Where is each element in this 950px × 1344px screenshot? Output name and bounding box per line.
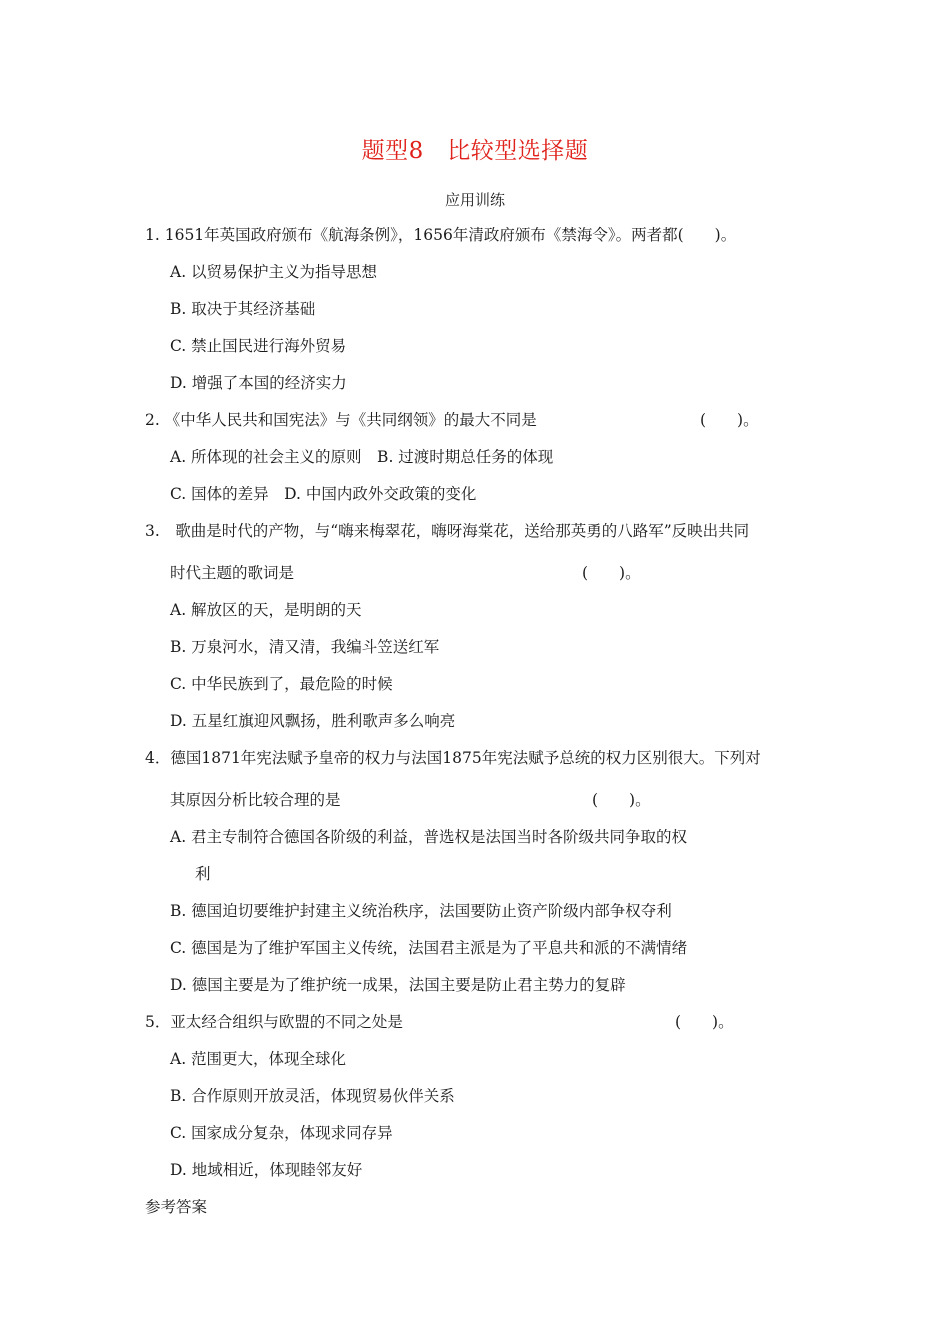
question-1-option-d: D. 增强了本国的经济实力: [170, 374, 347, 392]
question-2-option-ab: A. 所体现的社会主义的原则 B. 过渡时期总任务的体现: [170, 448, 554, 466]
question-5-option-a: A. 范围更大，体现全球化: [170, 1050, 347, 1068]
question-5-answer-blank: ( )。: [675, 1013, 734, 1031]
question-1-option-a: A. 以贸易保护主义为指导思想: [170, 263, 378, 281]
question-3-stem-continued: 时代主题的歌词是: [170, 564, 295, 582]
question-1-option-c: C. 禁止国民进行海外贸易: [170, 337, 347, 355]
question-5-option-b: B. 合作原则开放灵活，体现贸易伙伴关系: [170, 1087, 455, 1105]
question-4-option-c: C. 德国是为了维护军国主义传统，法国君主派是为了平息共和派的不满情绪: [170, 939, 688, 957]
question-1-stem: 1. 1651年英国政府颁布《航海条例》，1656年清政府颁布《禁海令》。两者都( )。: [145, 226, 737, 244]
question-3-answer-blank: ( )。: [582, 564, 641, 582]
question-3-stem: 3. 歌曲是时代的产物，与“嗨来梅翠花，嗨呀海棠花，送给那英勇的八路军”反映出共同: [145, 522, 750, 540]
question-4-answer-blank: ( )。: [592, 791, 651, 809]
question-5-stem: 5．亚太经合组织与欧盟的不同之处是: [145, 1013, 403, 1031]
question-3-option-c: C. 中华民族到了，最危险的时候: [170, 675, 393, 693]
question-5-option-d: D. 地域相近，体现睦邻友好: [170, 1161, 363, 1179]
question-4-stem: 4．德国1871年宪法赋予皇帝的权力与法国1875年宪法赋予总统的权力区别很大。下列对: [145, 749, 761, 767]
question-4-option-d: D. 德国主要是为了维护统一成果，法国主要是防止君主势力的复辟: [170, 976, 626, 994]
question-2-option-cd: C. 国体的差异 D. 中国内政外交政策的变化: [170, 485, 477, 503]
question-3-option-a: A. 解放区的天，是明朗的天: [170, 601, 362, 619]
question-2-stem: 2. 《中华人民共和国宪法》与《共同纲领》的最大不同是: [145, 411, 537, 429]
question-4-option-a: A. 君主专制符合德国各阶级的利益，普选权是法国当时各阶级共同争取的权: [170, 828, 688, 846]
question-4-stem-continued: 其原因分析比较合理的是: [170, 791, 341, 809]
page-title: 题型8 比较型选择题: [361, 138, 589, 164]
question-3-option-b: B. 万泉河水，清又清，我编斗笠送红军: [170, 638, 440, 656]
question-1-option-b: B. 取决于其经济基础: [170, 300, 316, 318]
answer-heading: 参考答案: [145, 1198, 208, 1216]
question-3-option-d: D. 五星红旗迎风飘扬，胜利歌声多么响亮: [170, 712, 456, 730]
question-4-option-a-continued: 利: [195, 865, 211, 883]
question-5-option-c: C. 国家成分复杂，体现求同存异: [170, 1124, 393, 1142]
section-subtitle: 应用训练: [444, 191, 505, 209]
question-2-answer-blank: ( )。: [700, 411, 759, 429]
question-4-option-b: B. 德国迫切要维护封建主义统治秩序，法国要防止资产阶级内部争权夺利: [170, 902, 672, 920]
